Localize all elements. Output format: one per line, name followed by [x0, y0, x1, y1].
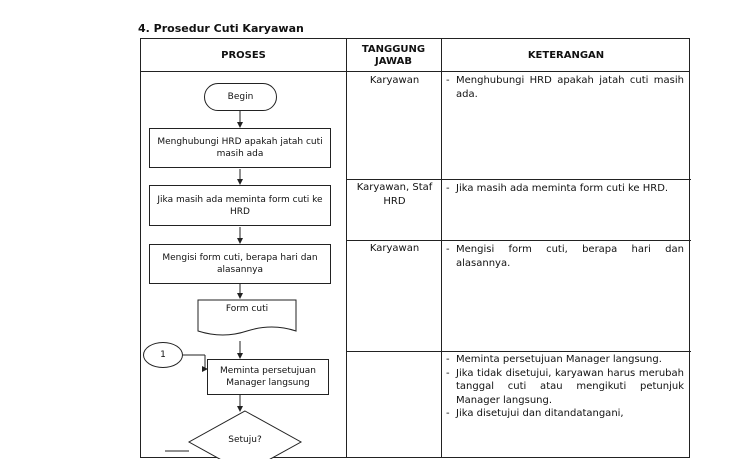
decision-label: Setuju? — [228, 435, 262, 445]
section-title: 4. Prosedur Cuti Karyawan — [138, 22, 304, 35]
row-2-notes — [446, 182, 684, 196]
document-label: Form cuti — [225, 304, 269, 314]
begin-terminator: Begin — [204, 83, 277, 111]
column-divider — [441, 39, 442, 457]
process-box-1: Menghubungi HRD apakah jatah cuti masih ada — [149, 128, 331, 168]
row-4-notes — [446, 353, 684, 421]
note-text: Jika disetujui dan ditandatangani, — [456, 408, 624, 419]
note-text: Menghubungi HRD apakah jatah cuti masih ada. — [456, 75, 684, 100]
process-box-3: Mengisi form cuti, berapa hari dan alasannya — [149, 244, 331, 284]
procedure-table — [140, 38, 690, 458]
connector-circle: 1 — [143, 342, 183, 368]
column-divider — [346, 39, 347, 457]
header-keterangan: KETERANGAN — [527, 49, 605, 61]
note-item: - Jika masih ada meminta form cuti ke HRD. — [446, 182, 684, 196]
row-3-responsible: Karyawan — [369, 243, 420, 254]
note-text: Jika masih ada meminta form cuti ke HRD. — [456, 183, 669, 194]
note-text: Mengisi form cuti, berapa hari dan alasannya. — [456, 244, 684, 269]
note-item: - Menghubungi HRD apakah jatah cuti masih ada. — [446, 75, 684, 100]
row-2-responsible: Karyawan, Staf HRD — [356, 182, 433, 207]
row-divider — [346, 179, 691, 180]
note-item: - Jika disetujui dan ditandatangani, — [446, 407, 684, 421]
row-divider — [346, 351, 691, 352]
note-item: - Meminta persetujuan Manager langsung. — [446, 353, 684, 367]
note-text: Meminta persetujuan Manager langsung. — [456, 354, 662, 365]
note-item: - Jika tidak disetujui, karyawan harus merubah tanggal cuti atau mengikuti petunjuk Manager langsung. — [446, 367, 684, 406]
row-1-responsible: Karyawan — [369, 75, 420, 86]
row-3-notes — [446, 243, 684, 270]
header-proses: PROSES — [221, 49, 266, 61]
note-text: Jika tidak disetujui, karyawan harus merubah tanggal cuti atau mengikuti petunjuk Manager langsung. — [456, 367, 684, 406]
note-item: - Mengisi form cuti, berapa hari dan alasannya. — [446, 244, 684, 269]
row-1-notes — [446, 74, 684, 101]
row-divider — [346, 240, 691, 241]
process-box-2: Jika masih ada meminta form cuti ke HRD — [149, 185, 331, 226]
process-box-4: Meminta persetujuan Manager langsung — [207, 359, 329, 395]
header-tanggung-jawab: TANGGUNG JAWAB — [361, 43, 426, 67]
